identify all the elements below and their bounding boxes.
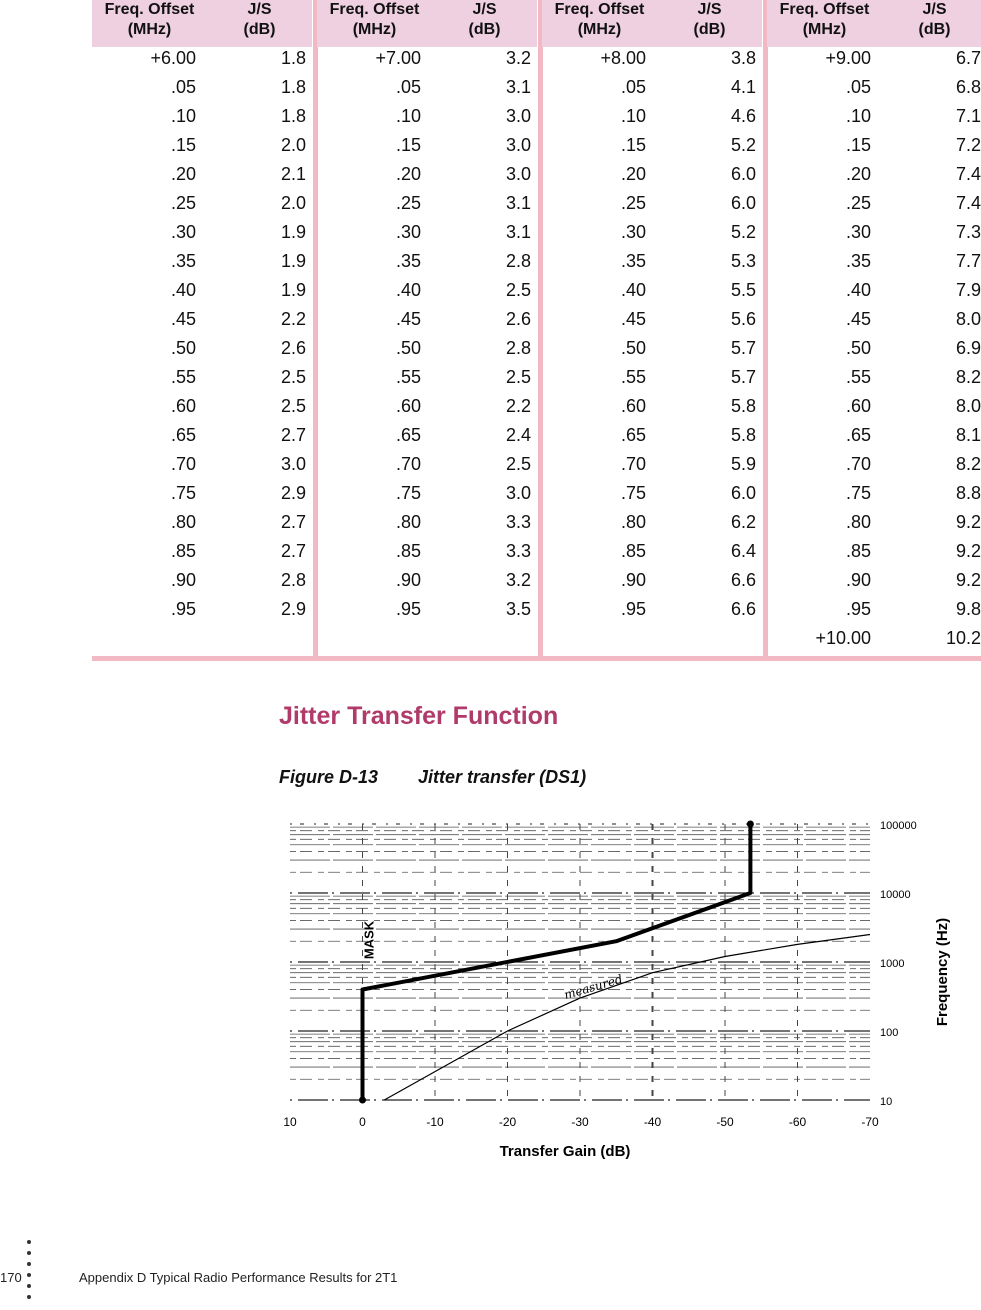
js-value-cell: 2.5 [505,280,531,300]
table-column [317,0,537,656]
js-value-cell: 1.8 [280,77,306,97]
measured-series-line [384,935,870,1101]
js-value-cell: 2.9 [280,483,306,503]
freq-offset-cell: .75 [620,483,646,503]
table-row [542,537,762,566]
freq-offset-header: Freq. Offset (MHz) [329,1,420,38]
freq-offset-cell: .50 [845,338,871,358]
freq-offset-cell: .40 [395,280,421,300]
freq-offset-cell: .70 [620,454,646,474]
table-row [767,44,981,73]
table-row [92,73,312,102]
table-row [317,595,537,624]
table-row [767,102,981,131]
table-column [767,0,981,656]
freq-offset-cell: .40 [170,280,196,300]
freq-offset-cell: .95 [170,599,196,619]
table-row [317,479,537,508]
freq-offset-cell: .75 [845,483,871,503]
table-header [542,0,762,47]
js-value-cell: 2.6 [280,338,306,358]
js-value-cell: 2.5 [505,454,531,474]
freq-offset-cell: .10 [395,106,421,126]
section-title: Jitter Transfer Function [279,702,559,730]
series-label-measured: measured [562,971,625,1002]
table-row [542,595,762,624]
freq-offset-cell: .15 [845,135,871,155]
table-row [92,595,312,624]
freq-offset-cell: .65 [395,425,421,445]
table-header [92,0,312,47]
table-row [317,363,537,392]
table-row [92,421,312,450]
js-value-cell: 4.6 [730,106,756,126]
js-value-cell: 6.6 [730,570,756,590]
table-header [317,0,537,47]
table-row [767,421,981,450]
table-row [92,44,312,73]
js-value-cell: 7.1 [955,106,981,126]
table-row [92,508,312,537]
chart-xlabel: Transfer Gain (dB) [499,1143,631,1160]
freq-offset-cell: +9.00 [825,48,871,68]
js-value-cell: 3.0 [505,164,531,184]
figure-label: Figure D-13 [279,767,379,787]
table-row [542,102,762,131]
table-row [767,624,981,653]
table-row [317,73,537,102]
x-tick-label: -10 [426,1115,444,1129]
js-value-cell: 2.2 [505,396,531,416]
js-value-cell: 5.3 [730,251,756,271]
js-header: J/S (dB) [693,1,726,38]
table-row [542,421,762,450]
table-row [767,247,981,276]
freq-offset-cell: .25 [395,193,421,213]
freq-offset-cell: .70 [395,454,421,474]
table-row [92,566,312,595]
table-row [92,450,312,479]
js-value-cell: 8.0 [955,396,981,416]
figure-caption [279,767,586,788]
freq-offset-cell: .10 [170,106,196,126]
table-row [92,334,312,363]
js-value-cell: 8.1 [955,425,981,445]
table-row [317,305,537,334]
js-value-cell: 3.3 [505,541,531,561]
freq-offset-cell: .20 [170,164,196,184]
freq-offset-cell: .60 [395,396,421,416]
table-row [317,450,537,479]
js-value-cell: 7.4 [955,193,981,213]
js-value-cell: 6.7 [955,48,981,68]
js-value-cell: 3.3 [505,512,531,532]
table-row [542,218,762,247]
js-value-cell: 1.9 [280,280,306,300]
freq-offset-header: Freq. Offset (MHz) [104,1,195,38]
js-value-cell: 6.9 [955,338,981,358]
js-value-cell: 2.1 [280,164,306,184]
js-value-cell: 5.9 [730,454,756,474]
table-row [767,450,981,479]
table-row [317,421,537,450]
table-header [767,0,981,47]
freq-offset-cell: .55 [845,367,871,387]
js-header: J/S (dB) [918,1,951,38]
table-row [317,247,537,276]
js-value-cell: 6.8 [955,77,981,97]
js-value-cell: 7.7 [955,251,981,271]
js-header: J/S (dB) [468,1,501,38]
js-value-cell: 5.2 [730,222,756,242]
table-row [317,102,537,131]
y-tick-label: 10000 [880,889,911,901]
table-row [542,334,762,363]
table-row [767,537,981,566]
freq-offset-cell: .55 [395,367,421,387]
freq-offset-cell: .05 [395,77,421,97]
freq-offset-cell: .45 [845,309,871,329]
figure-title: Jitter transfer (DS1) [418,767,587,787]
js-value-cell: 2.7 [280,541,306,561]
js-header: J/S (dB) [243,1,276,38]
freq-offset-cell: .30 [170,222,196,242]
freq-offset-cell: .75 [170,483,196,503]
js-value-cell: 3.2 [505,48,531,68]
js-value-cell: 3.8 [730,48,756,68]
js-value-cell: 2.5 [280,367,306,387]
freq-offset-cell: .05 [845,77,871,97]
table-row [542,508,762,537]
table-row [317,334,537,363]
freq-offset-cell: .80 [620,512,646,532]
freq-offset-cell: .15 [170,135,196,155]
freq-offset-cell: .80 [395,512,421,532]
table-row [317,131,537,160]
js-value-cell: 6.6 [730,599,756,619]
freq-offset-cell: .15 [620,135,646,155]
js-value-cell: 10.2 [945,628,981,648]
js-value-cell: 3.2 [505,570,531,590]
freq-offset-header: Freq. Offset (MHz) [554,1,645,38]
js-value-cell: 7.3 [955,222,981,242]
freq-offset-cell: .95 [395,599,421,619]
freq-offset-cell: .65 [170,425,196,445]
js-value-cell: 5.8 [730,425,756,445]
page-number: 170 [0,1270,22,1285]
y-tick-label: 100000 [880,820,917,832]
js-value-cell: 9.8 [955,599,981,619]
js-value-cell: 5.5 [730,280,756,300]
js-value-cell: 2.2 [280,309,306,329]
y-tick-label: 10 [880,1096,893,1108]
x-tick-label: -70 [861,1115,879,1129]
x-tick-label: -30 [571,1115,589,1129]
js-value-cell: 3.0 [505,483,531,503]
table-row [317,537,537,566]
table-row [92,131,312,160]
freq-offset-cell: .60 [620,396,646,416]
js-value-cell: 3.0 [505,135,531,155]
freq-offset-cell: .75 [395,483,421,503]
freq-offset-cell: .35 [395,251,421,271]
table-row [317,189,537,218]
freq-offset-cell: .45 [620,309,646,329]
js-value-cell: 5.8 [730,396,756,416]
freq-offset-header: Freq. Offset (MHz) [779,1,870,38]
table-row [767,73,981,102]
freq-offset-cell: .20 [620,164,646,184]
js-value-cell: 9.2 [955,512,981,532]
chart-grid [290,824,870,1100]
js-value-cell: 3.0 [280,454,306,474]
table-row [92,479,312,508]
table-row [767,334,981,363]
freq-offset-cell: .50 [395,338,421,358]
freq-offset-cell: .25 [845,193,871,213]
js-value-cell: 8.0 [955,309,981,329]
freq-offset-cell: .30 [620,222,646,242]
js-value-cell: 1.8 [280,106,306,126]
table-row [542,479,762,508]
freq-offset-cell: .50 [170,338,196,358]
js-value-cell: 1.9 [280,222,306,242]
freq-offset-cell: .10 [620,106,646,126]
js-value-cell: 2.8 [280,570,306,590]
freq-offset-cell: .60 [845,396,871,416]
table-row [317,218,537,247]
freq-offset-cell: .85 [620,541,646,561]
freq-offset-cell: .45 [395,309,421,329]
x-tick-label: 0 [359,1115,366,1129]
x-tick-label: -20 [498,1115,517,1129]
table-row [542,44,762,73]
table-row [317,44,537,73]
js-value-cell: 2.5 [505,367,531,387]
table-row [767,392,981,421]
js-value-cell: 6.0 [730,193,756,213]
jitter-transfer-chart [275,810,965,1160]
js-value-cell: 1.9 [280,251,306,271]
freq-offset-cell: .25 [620,193,646,213]
table-row [92,102,312,131]
js-value-cell: 7.4 [955,164,981,184]
table-row [317,160,537,189]
table-column [92,0,312,656]
freq-offset-cell: .90 [170,570,196,590]
js-value-cell: 3.1 [505,222,531,242]
js-value-cell: 8.2 [955,454,981,474]
table-row [317,392,537,421]
freq-offset-cell: .05 [170,77,196,97]
table-row [767,218,981,247]
freq-offset-cell: .55 [620,367,646,387]
table-row [767,363,981,392]
y-tick-label: 100 [880,1027,899,1039]
js-value-cell: 3.0 [505,106,531,126]
js-value-cell: 2.8 [505,251,531,271]
freq-offset-cell: .80 [845,512,871,532]
js-value-cell: 1.8 [280,48,306,68]
freq-offset-cell: .65 [845,425,871,445]
freq-offset-cell: .45 [170,309,196,329]
x-tick-label: 10 [283,1115,297,1129]
freq-offset-cell: .85 [170,541,196,561]
freq-offset-cell: .05 [620,77,646,97]
table-row [92,305,312,334]
js-value-cell: 3.1 [505,193,531,213]
js-value-cell: 2.0 [280,135,306,155]
table-row [767,508,981,537]
freq-offset-cell: .90 [845,570,871,590]
js-value-cell: 5.7 [730,338,756,358]
js-value-cell: 2.6 [505,309,531,329]
freq-offset-cell: +6.00 [150,48,196,68]
freq-offset-cell: .30 [845,222,871,242]
freq-offset-cell: .35 [170,251,196,271]
table-row [92,392,312,421]
footer-dots [27,1240,33,1306]
x-tick-label: -40 [643,1115,662,1129]
freq-offset-cell: .35 [845,251,871,271]
mask-endpoint [747,821,754,828]
freq-offset-cell: .20 [395,164,421,184]
jitter-tolerance-table [92,0,981,664]
freq-offset-cell: .30 [395,222,421,242]
freq-offset-cell: +7.00 [375,48,421,68]
freq-offset-cell: .55 [170,367,196,387]
js-value-cell: 9.2 [955,570,981,590]
freq-offset-cell: .15 [395,135,421,155]
freq-offset-cell: .65 [620,425,646,445]
table-row [767,189,981,218]
js-value-cell: 7.2 [955,135,981,155]
freq-offset-cell: .85 [845,541,871,561]
js-value-cell: 9.2 [955,541,981,561]
table-row [317,566,537,595]
table-row [92,276,312,305]
table-row [92,247,312,276]
table-row [767,305,981,334]
js-value-cell: 3.5 [505,599,531,619]
freq-offset-cell: .80 [170,512,196,532]
table-row [92,160,312,189]
table-row [767,595,981,624]
freq-offset-cell: +10.00 [815,628,871,648]
freq-offset-cell: .10 [845,106,871,126]
js-value-cell: 6.4 [730,541,756,561]
table-row [767,131,981,160]
table-row [767,479,981,508]
js-value-cell: 4.1 [730,77,756,97]
y-tick-label: 1000 [880,958,905,970]
table-row [92,363,312,392]
x-tick-label: -60 [788,1115,807,1129]
js-value-cell: 8.8 [955,483,981,503]
chart-ticks [283,820,916,1129]
table-row [542,305,762,334]
freq-offset-cell: .25 [170,193,196,213]
js-value-cell: 7.9 [955,280,981,300]
freq-offset-cell: .40 [620,280,646,300]
js-value-cell: 6.0 [730,164,756,184]
table-row [542,160,762,189]
table-row [317,508,537,537]
freq-offset-cell: .90 [395,570,421,590]
table-row [542,566,762,595]
table-row [542,392,762,421]
js-value-cell: 5.6 [730,309,756,329]
table-row [542,131,762,160]
table-row [767,276,981,305]
table-bottom-rule [92,656,981,661]
x-tick-label: -50 [716,1115,734,1129]
js-value-cell: 5.2 [730,135,756,155]
table-row [92,189,312,218]
table-row [317,276,537,305]
js-value-cell: 2.9 [280,599,306,619]
table-row [92,537,312,566]
js-value-cell: 2.7 [280,425,306,445]
table-row [767,160,981,189]
freq-offset-cell: .70 [170,454,196,474]
js-value-cell: 3.1 [505,77,531,97]
js-value-cell: 5.7 [730,367,756,387]
freq-offset-cell: .20 [845,164,871,184]
table-row [542,247,762,276]
series-label-mask: MASK [361,920,377,960]
js-value-cell: 8.2 [955,367,981,387]
freq-offset-cell: .95 [620,599,646,619]
js-value-cell: 2.8 [505,338,531,358]
table-row [542,450,762,479]
freq-offset-cell: +8.00 [600,48,646,68]
freq-offset-cell: .60 [170,396,196,416]
js-value-cell: 2.4 [505,425,531,445]
js-value-cell: 6.2 [730,512,756,532]
table-row [542,276,762,305]
chart-ylabel: Frequency (Hz) [934,917,951,1027]
js-value-cell: 2.0 [280,193,306,213]
table-row [542,73,762,102]
running-footer: Appendix D Typical Radio Performance Results for 2T1 [79,1270,398,1285]
table-row [542,189,762,218]
mask-endpoint [359,1097,366,1104]
freq-offset-cell: .85 [395,541,421,561]
freq-offset-cell: .35 [620,251,646,271]
freq-offset-cell: .40 [845,280,871,300]
table-row [92,218,312,247]
freq-offset-cell: .95 [845,599,871,619]
freq-offset-cell: .70 [845,454,871,474]
js-value-cell: 6.0 [730,483,756,503]
table-row [542,363,762,392]
table-row [767,566,981,595]
js-value-cell: 2.7 [280,512,306,532]
js-value-cell: 2.5 [280,396,306,416]
freq-offset-cell: .50 [620,338,646,358]
freq-offset-cell: .90 [620,570,646,590]
table-column [542,0,762,656]
